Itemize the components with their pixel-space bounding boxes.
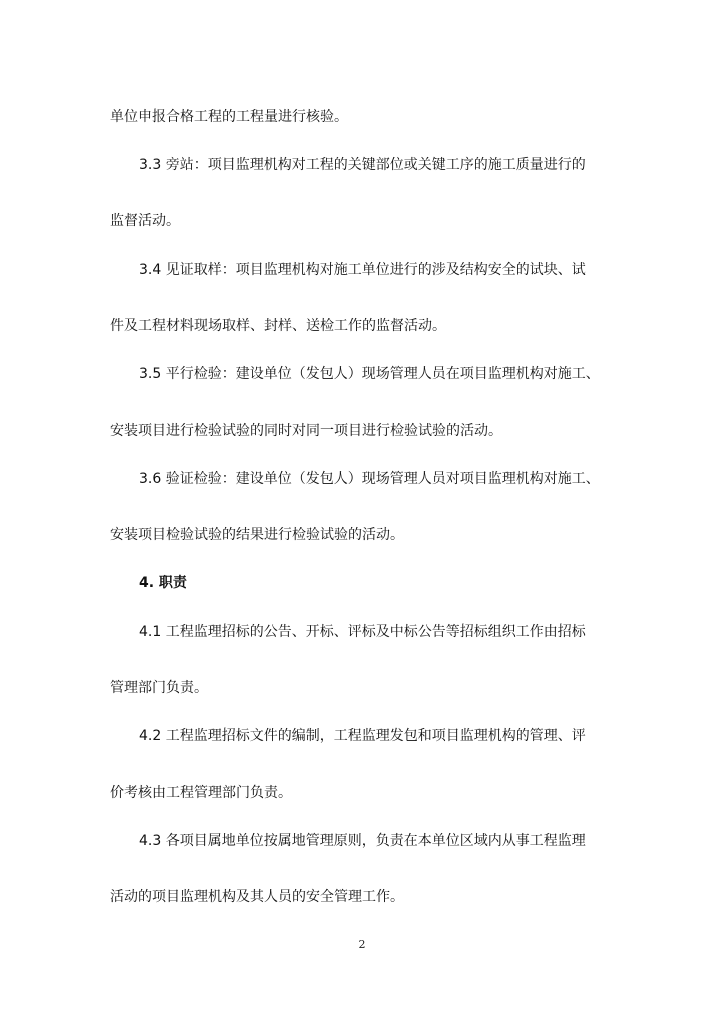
clause-3-4-text: 3.4 见证取样：项目监理机构对施工单位进行的涉及结构安全的试块、试 [139, 262, 586, 278]
paragraph-continuation: 价考核由工程管理部门负责。 [110, 785, 292, 801]
clause-4-3-text: 4.3 各项目属地单位按属地管理原则，负责在本单位区域内从事工程监理 [139, 833, 586, 849]
paragraph-continuation: 管理部门负责。 [110, 680, 208, 696]
paragraph-continuation: 件及工程材料现场取样、封样、送检工作的监督活动。 [110, 318, 446, 334]
clause-3-5-text: 3.5 平行检验：建设单位（发包人）现场管理人员在项目监理机构对施工、 [139, 366, 600, 382]
clause-3-6-text: 3.6 验证检验：建设单位（发包人）现场管理人员对项目监理机构对施工、 [139, 471, 600, 487]
paragraph-continuation: 安装项目进行检验试验的同时对同一项目进行检验试验的活动。 [110, 423, 502, 439]
paragraph-continuation: 活动的项目监理机构及其人员的安全管理工作。 [110, 889, 404, 905]
section-4-heading: 4. 职责 [139, 575, 187, 591]
paragraph-continuation: 监督活动。 [110, 213, 180, 229]
page-number: 2 [358, 938, 366, 951]
paragraph-continuation: 单位申报合格工程的工程量进行核验。 [110, 109, 348, 125]
clause-4-2-text: 4.2 工程监理招标文件的编制，工程监理发包和项目监理机构的管理、评 [139, 728, 586, 744]
clause-4-1-text: 4.1 工程监理招标的公告、开标、评标及中标公告等招标组织工作由招标 [139, 624, 586, 640]
paragraph-continuation: 安装项目检验试验的结果进行检验试验的活动。 [110, 527, 404, 543]
clause-3-3-text: 3.3 旁站：项目监理机构对工程的关键部位或关键工序的施工质量进行的 [139, 157, 586, 173]
